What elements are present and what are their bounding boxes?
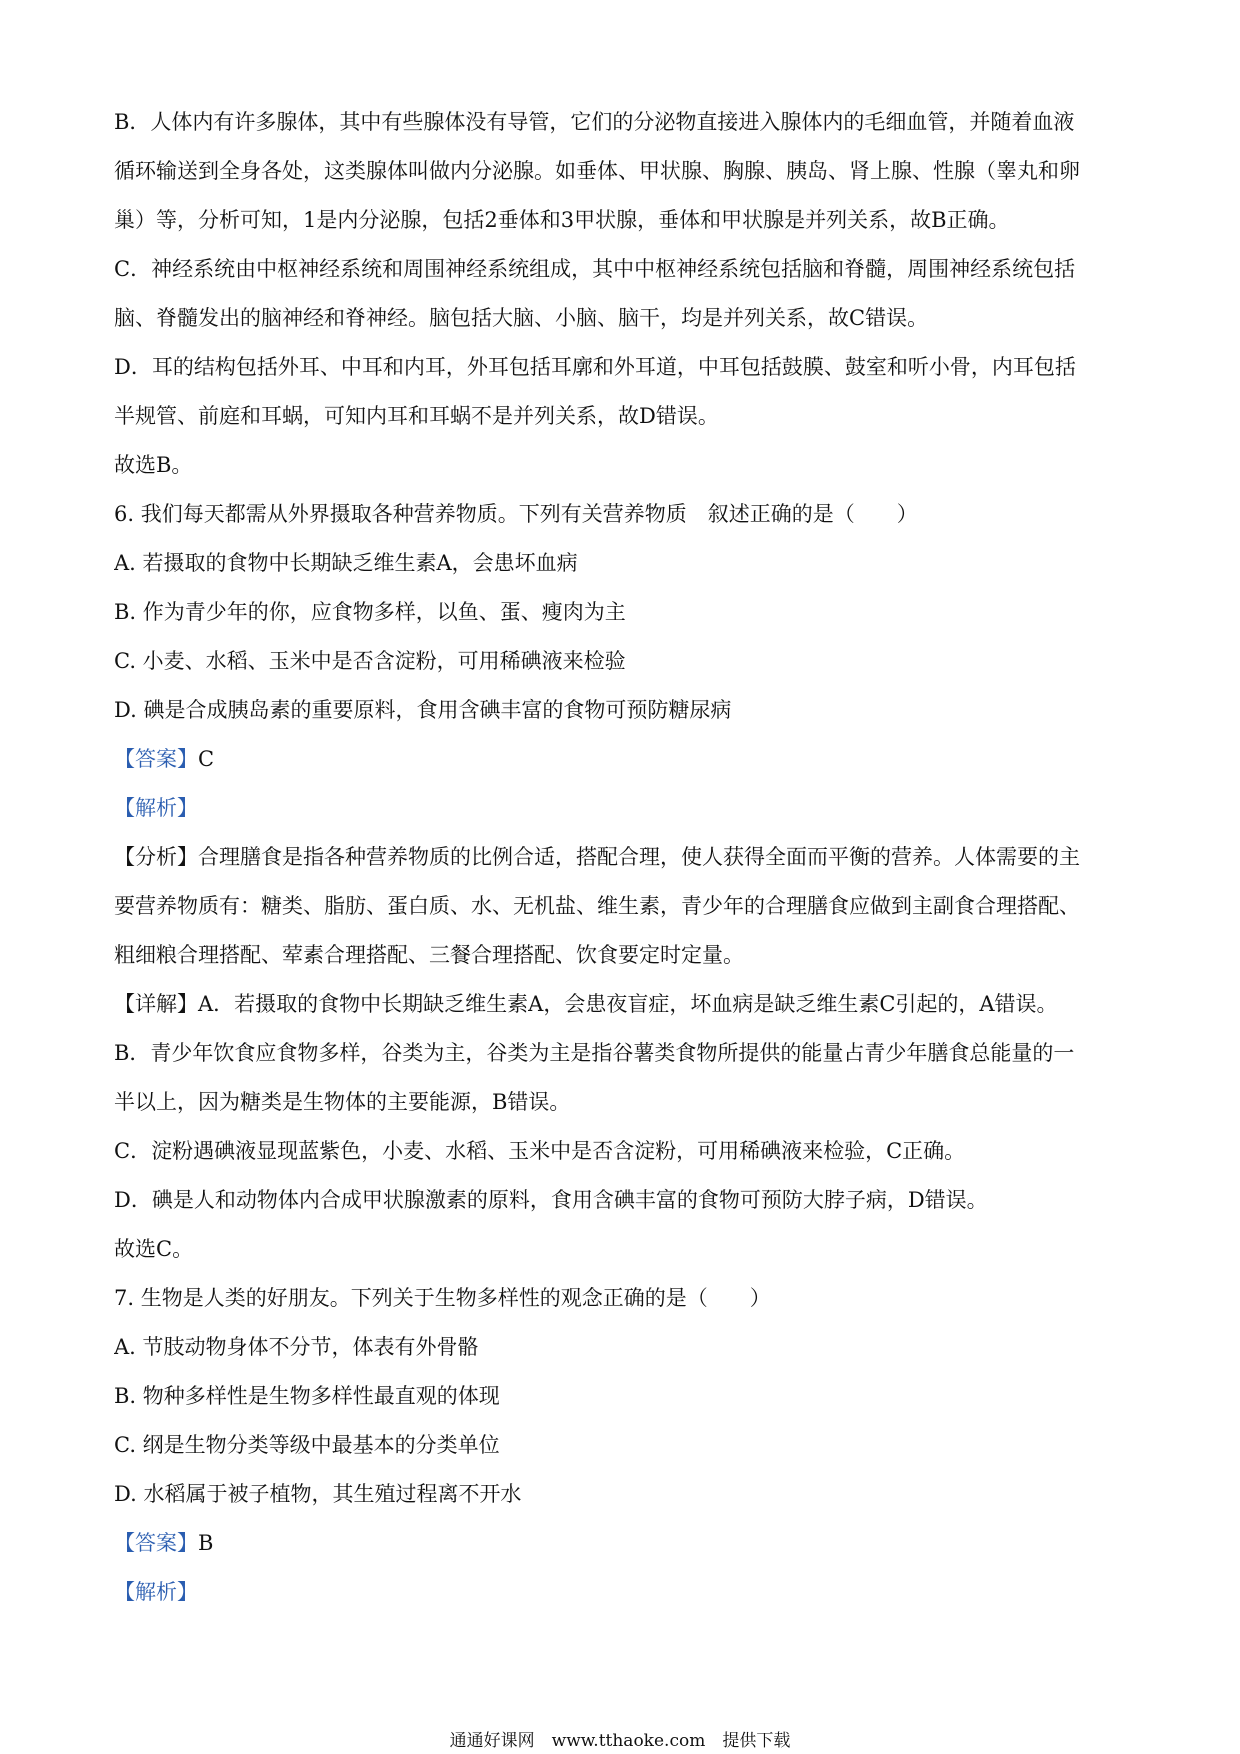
question-7-analysis-heading [114, 1568, 1130, 1617]
question-7-answer [114, 1519, 1130, 1568]
fenxi-tag: 【分析】 [114, 845, 198, 869]
question-6-option-b: B. 作为青少年的你，应食物多样，以鱼、蛋、瘦肉为主 [114, 600, 626, 624]
analysis-tag: 【解析】 [114, 1580, 198, 1604]
text-line: 脑、脊髓发出的脑神经和脊神经。脑包括大脑、小脑、脑干，均是并列关系，故C错误。 [114, 306, 929, 330]
question-7-option-d: D. 水稻属于被子植物，其生殖过程离不开水 [114, 1482, 522, 1506]
question-6-option-c: C. 小麦、水稻、玉米中是否含淀粉，可用稀碘液来检验 [114, 649, 626, 673]
question-6-option-a: A. 若摄取的食物中长期缺乏维生素A，会患坏血病 [114, 551, 578, 575]
analysis-fenxi-line [114, 833, 1130, 882]
analysis-xiangjie-line: 故选C。 [114, 1237, 194, 1261]
page-footer: 通通好课网 www.tthaoke.com 提供下载 [449, 1731, 791, 1751]
question-7-option-a: A. 节肢动物身体不分节，体表有外骨骼 [114, 1335, 479, 1359]
analysis-xiangjie-line: D．碘是人和动物体内合成甲状腺激素的原料，食用含碘丰富的食物可预防大脖子病，D错误。 [114, 1188, 988, 1212]
analysis-fenxi-line: 粗细粮合理搭配、荤素合理搭配、三餐合理搭配、饮食要定时定量。 [114, 943, 744, 967]
text-line: B．人体内有许多腺体，其中有些腺体没有导管，它们的分泌物直接进入腺体内的毛细血管，并随着血液 [114, 110, 1075, 134]
xiangjie-tag: 【详解】 [114, 992, 198, 1016]
text-line: 巢）等，分析可知，1是内分泌腺，包括2垂体和3甲状腺，垂体和甲状腺是并列关系，故B正确。 [114, 208, 1010, 232]
answer-value: C [198, 747, 215, 771]
analysis-xiangjie-line [114, 980, 1130, 1029]
question-6-stem: 6. 我们每天都需从外界摄取各种营养物质。下列有关营养物质 叙述正确的是（ ） [114, 502, 918, 526]
answer-tag: 【答案】 [114, 747, 198, 771]
answer-value: B [198, 1531, 214, 1555]
text-line: 循环输送到全身各处，这类腺体叫做内分泌腺。如垂体、甲状腺、胸腺、胰岛、肾上腺、性腺（睾丸和卵 [114, 159, 1080, 183]
question-7-stem: 7. 生物是人类的好朋友。下列关于生物多样性的观念正确的是（ ） [114, 1286, 771, 1310]
question-6-option-d: D. 碘是合成胰岛素的重要原料，食用含碘丰富的食物可预防糖尿病 [114, 698, 732, 722]
text-line: D．耳的结构包括外耳、中耳和内耳，外耳包括耳廓和外耳道，中耳包括鼓膜、鼓室和听小骨，内耳包括 [114, 355, 1076, 379]
analysis-xiangjie-line: B．青少年饮食应食物多样，谷类为主，谷类为主是指谷薯类食物所提供的能量占青少年膳食总能量的一 [114, 1041, 1075, 1065]
text-line: C．神经系统由中枢神经系统和周围神经系统组成，其中中枢神经系统包括脑和脊髓，周围神经系统包括 [114, 257, 1076, 281]
analysis-xiangjie-line: C．淀粉遇碘液显现蓝紫色，小麦、水稻、玉米中是否含淀粉，可用稀碘液来检验，C正确。 [114, 1139, 966, 1163]
question-7-option-c: C. 纲是生物分类等级中最基本的分类单位 [114, 1433, 500, 1457]
text-line: 故选B。 [114, 453, 193, 477]
xiangjie-text: A．若摄取的食物中长期缺乏维生素A，会患夜盲症，坏血病是缺乏维生素C引起的，A错误。 [198, 992, 1058, 1016]
analysis-fenxi-line: 要营养物质有：糖类、脂肪、蛋白质、水、无机盐、维生素，青少年的合理膳食应做到主副食合理搭配、 [114, 894, 1080, 918]
question-7-option-b: B. 物种多样性是生物多样性最直观的体现 [114, 1384, 500, 1408]
document-body [114, 98, 1130, 1617]
answer-tag: 【答案】 [114, 1531, 198, 1555]
text-line: 半规管、前庭和耳蜗，可知内耳和耳蜗不是并列关系，故D错误。 [114, 404, 719, 428]
question-6-analysis-heading [114, 784, 1130, 833]
analysis-tag: 【解析】 [114, 796, 198, 820]
question-6-answer [114, 735, 1130, 784]
analysis-xiangjie-line: 半以上，因为糖类是生物体的主要能源，B错误。 [114, 1090, 571, 1114]
fenxi-text: 合理膳食是指各种营养物质的比例合适，搭配合理，使人获得全面而平衡的营养。人体需要的主 [198, 845, 1080, 869]
